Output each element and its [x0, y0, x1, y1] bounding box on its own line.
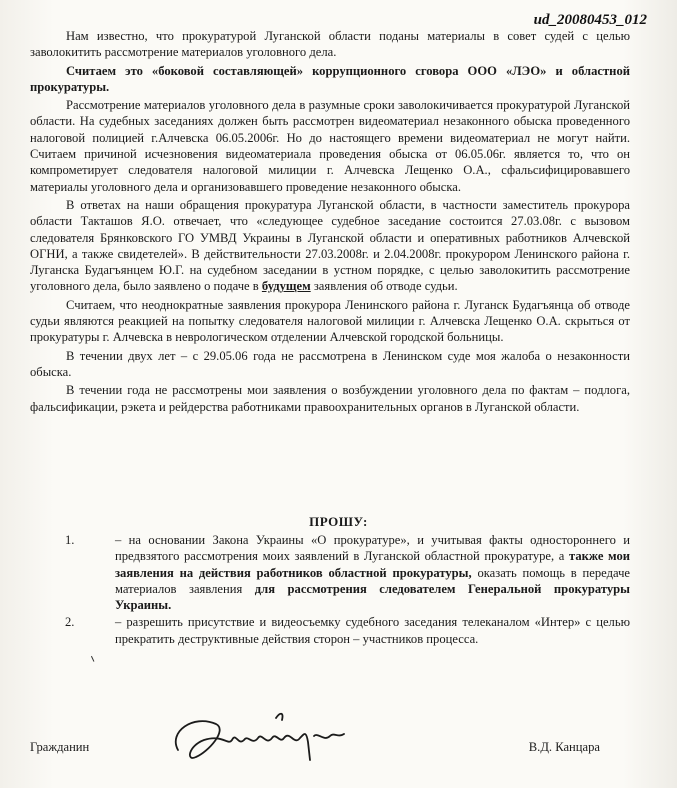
request-1-bold-d: для рассмотрения следователем Генеральной прокуратуры Украины.	[115, 581, 630, 613]
request-item-2	[30, 614, 630, 647]
paragraph-4-text-a: В ответах на наши обращения прокуратура Луганской области, в частности заместитель прокурора области Такташов Я.О. отвечает, что «следующее судебное заседание состоится 27.03.08г. с вызовом следователя Брянковского ГО УМВД Украины в Луганской области и оперативных работников Алчевской ОГНИ, а также свидетелей». В действительности 27.03.2008г. и 2.04.2008г. прокурором Ленинского района г. Луганска Будагъянцем Ю.Г. на судебном заседании в устном порядке, с целью заволокитить рассмотрение уголовного дела, было заявлено о подаче в	[30, 197, 630, 294]
paragraph-7: В течении года не рассмотрены мои заявления о возбуждении уголовного дела по фактам – подлога, фальсификации, рэкета и рейдерства работниками правоохранительных органов в Луганской области.	[30, 383, 630, 414]
paragraph-1: Нам известно, что прокуратурой Луганской области поданы материалы в совет судей с целью заволокитить рассмотрение материалов уголовного дела.	[30, 29, 630, 60]
handwritten-signature	[168, 702, 368, 772]
request-1-bold-b: также мои заявления на действия работников областной прокуратуры,	[115, 549, 631, 580]
paragraph-6: В течении двух лет – с 29.05.06 года не рассмотрена в Ленинском суде моя жалоба о незаконности обыска.	[30, 348, 630, 379]
request-item-1	[30, 532, 630, 613]
request-heading: ПРОШУ:	[309, 514, 368, 529]
paragraph-2: Считаем это «боковой составляющей» коррупционного сговора ООО «ЛЭО» и областной прокуратуры.	[30, 63, 630, 94]
request-number: 2.	[65, 615, 75, 630]
paragraph-4	[30, 197, 630, 295]
signer-name: В.Д. Канцара	[528, 740, 600, 754]
paragraph-3: Рассмотрение материалов уголовного дела в разумные сроки заволокичивается прокуратурой Луганской области. На судебных заседаниях должен быть рассмотрен видеоматериал незаконного обыска проведенного налоговой полицией г.Алчевска 06.05.2006г. Но до настоящего времени видеоматериал не могут найти. Считаем причиной исчезновения видеоматериала проведения обыска от 06.05.06г. является то, что он компрометирует следователя налоговой милиции г. Алчевска Лещенко О.А., сфальсифицировавшего материалы уголовного дела и организовавшего проведение незаконного обыска.	[30, 98, 630, 194]
request-number: 1.	[65, 533, 75, 547]
paragraph-5: Считаем, что неоднократные заявления прокурора Ленинского района г. Луганск Будагъянца об отводе судьи являются реакцией на попытку следователя налоговой милиции г. Алчевска Лещенко О.А. скрыться от прокуратуры г. Алчевска в неврологическом отделении Алчевской городской больницы.	[30, 297, 630, 345]
request-1-text-a: – на основании Закона Украины «О прокуратуре», и учитывая факты одностороннего и предвзятого рассмотрения моих заявлений в Луганской областной прокуратуре, а	[115, 533, 630, 564]
request-text: – разрешить присутствие и видеосъемку судебного заседания телеканалом «Интер» с целью прекратить деструктивные действия сторон – участников процесса.	[115, 615, 630, 646]
pen-mark	[91, 654, 98, 662]
document-id: ud_20080453_012	[533, 12, 647, 28]
request-list	[30, 532, 630, 648]
document-body	[30, 28, 630, 417]
request-text	[115, 532, 630, 613]
paragraph-4-text-b: заявления об отводе судьи.	[310, 279, 458, 294]
request-1-text-c: оказать помощь в передаче материалов заявления	[115, 565, 630, 596]
citizen-label: Гражданин	[30, 740, 90, 754]
paragraph-4-underlined: будущем	[261, 279, 311, 294]
